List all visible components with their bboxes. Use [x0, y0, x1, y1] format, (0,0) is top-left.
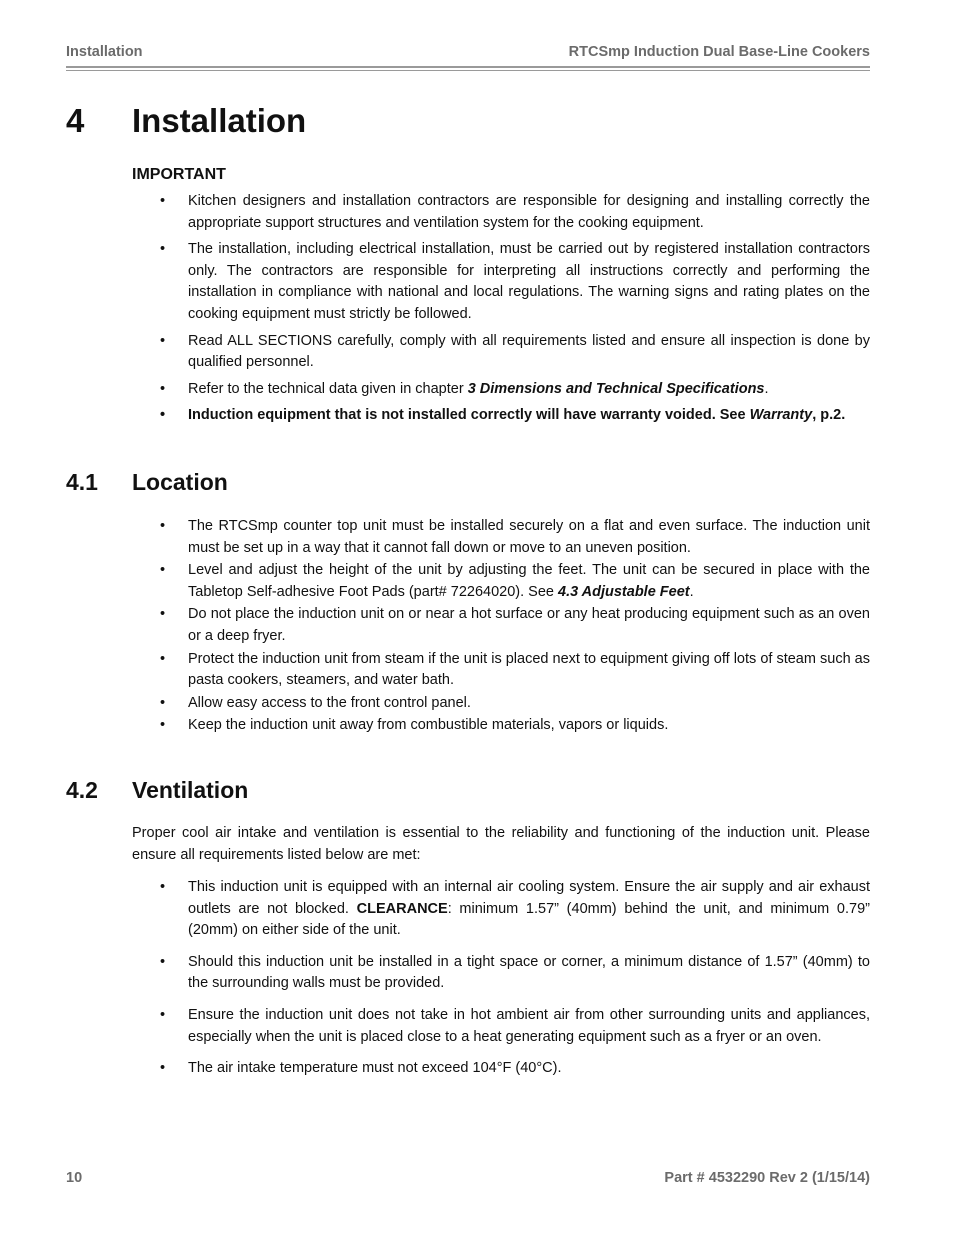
list-item: • Protect the induction unit from steam if the unit is placed next to equipment giving off lots of steam such as pasta cookers, steamers, and water bath. — [132, 649, 870, 692]
important-label: IMPORTANT — [132, 166, 226, 183]
section-heading-ventilation — [66, 777, 248, 804]
item-text: Refer to the technical data given in chapter — [188, 380, 468, 397]
section-title: Location — [132, 469, 228, 495]
list-item: • Read ALL SECTIONS carefully, comply with all requirements listed and ensure all inspection is done by qualified personnel. — [132, 331, 870, 374]
list-item: • The RTCSmp counter top unit must be installed securely on a flat and even surface. The induction unit must be set up in a way that it cannot fall down or move to an uneven position. — [132, 516, 870, 559]
chapter-reference-link[interactable]: 3 Dimensions and Technical Specifications — [467, 380, 765, 397]
list-item: • Kitchen designers and installation contractors are responsible for designing and installing correctly the appropriate support structures and ventilation system for the cooking equipment. — [132, 191, 870, 234]
list-item: • Do not place the induction unit on or near a hot surface or any heat producing equipment such as an oven or a deep fryer. — [132, 604, 870, 647]
header-doc-title: RTCSmp Induction Dual Base-Line Cookers — [568, 44, 870, 60]
warranty-reference-link[interactable]: Warranty — [749, 407, 813, 424]
list-item: • The air intake temperature must not exceed 104°F (40°C). — [132, 1058, 870, 1080]
page-footer — [66, 1170, 870, 1186]
page-number: 10 — [66, 1170, 83, 1186]
list-item — [132, 405, 870, 427]
list-item: • The installation, including electrical installation, must be carried out by registered installation contractors only. The contractors are responsible for interpreting all instructions correctly and performing the installation in compliance with national and local regulations. The warning signs and rating plates on the cooking equipment must strictly be followed. — [132, 239, 870, 325]
warranty-warning: Induction equipment that is not installed correctly will have warranty voided. See — [188, 407, 750, 424]
header-section: Installation — [66, 44, 143, 60]
chapter-heading — [66, 102, 306, 140]
list-item: • Keep the induction unit away from combustible materials, vapors or liquids. — [132, 715, 870, 737]
section-heading-location — [66, 469, 228, 496]
section-number: 4.1 — [66, 469, 98, 495]
ventilation-intro: Proper cool air intake and ventilation is essential to the reliability and functioning of the induction unit. Please ensure all requirements listed below are met: — [132, 825, 870, 863]
item-text: Level and adjust the height of the unit by adjusting the feet. The unit can be secured in place with the Tabletop Self-adhesive Foot Pads (part# 72264020). See — [188, 562, 870, 600]
adjustable-feet-link[interactable]: 4.3 Adjustable Feet — [558, 583, 690, 600]
location-list — [132, 516, 870, 737]
item-text-end: , p.2. — [812, 407, 846, 424]
list-item: • Ensure the induction unit does not take in hot ambient air from other surrounding units and appliances, especially when the unit is placed close to a heat generating equipment such as a fryer or an oven. — [132, 1005, 870, 1048]
item-text-end: . — [689, 583, 694, 600]
item-text-end: . — [764, 380, 769, 397]
section-number: 4.2 — [66, 777, 98, 803]
chapter-number: 4 — [66, 102, 85, 139]
header-rule — [66, 66, 870, 68]
list-item: • Allow easy access to the front control panel. — [132, 693, 870, 715]
item-text: This induction unit is equipped with an internal air cooling system. Ensure the air supply and air exhaust outlets are not blocked. — [188, 879, 870, 917]
header-rule-thin — [66, 70, 870, 71]
ventilation-list — [132, 877, 870, 1080]
list-item: • Should this induction unit be installed in a tight space or corner, a minimum distance of 1.57” (40mm) to the surrounding walls must be provided. — [132, 952, 870, 995]
page-header — [66, 44, 870, 60]
clearance-label: CLEARANCE — [356, 900, 448, 917]
important-list — [132, 191, 870, 427]
list-item — [132, 560, 870, 603]
part-number: Part # 4532290 Rev 2 (1/15/14) — [664, 1170, 870, 1186]
item-text: : minimum 1.57” (40mm) behind the unit, and minimum 0.79” (20mm) on either side of the unit. — [188, 900, 870, 939]
list-item — [132, 379, 870, 401]
list-item — [132, 877, 870, 942]
chapter-title: Installation — [132, 102, 307, 139]
section-title: Ventilation — [132, 777, 249, 803]
